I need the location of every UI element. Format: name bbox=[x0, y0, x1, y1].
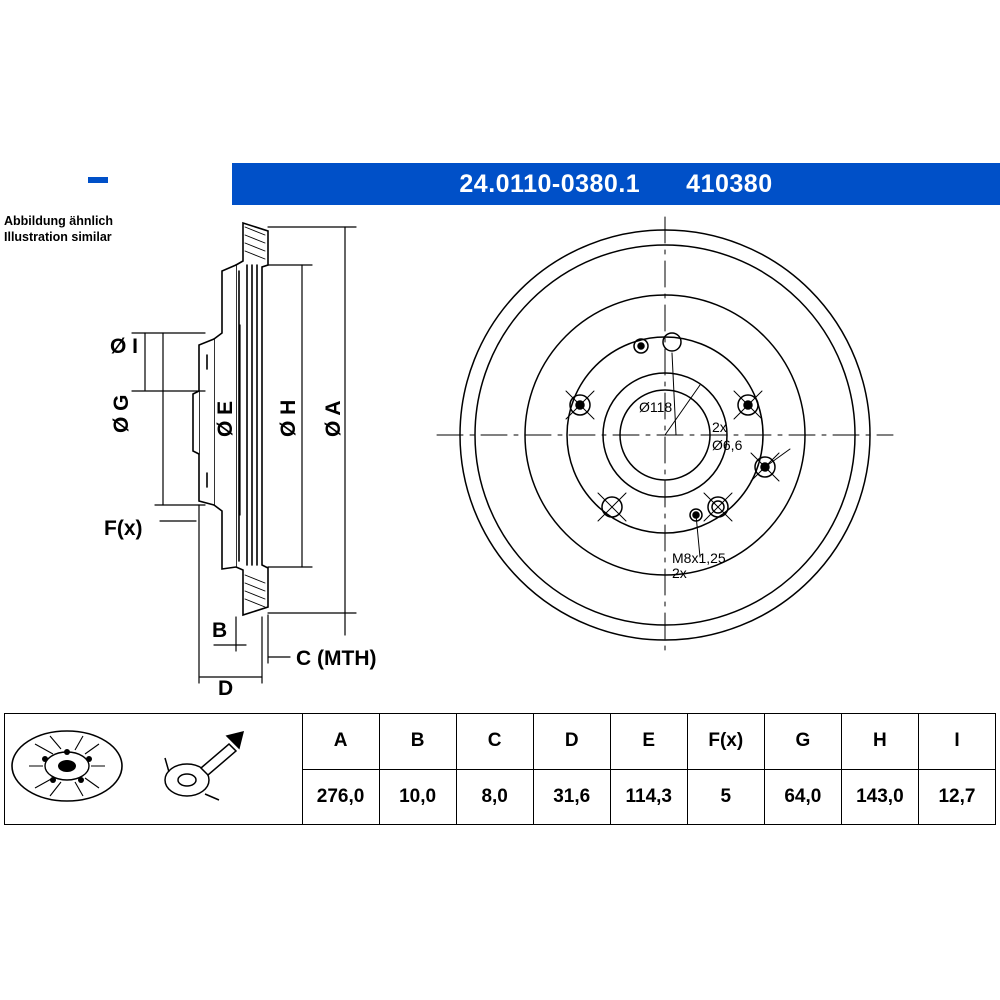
col-header-d: D bbox=[533, 714, 610, 770]
value-c: 8,0 bbox=[456, 769, 533, 825]
value-g: 64,0 bbox=[764, 769, 841, 825]
col-header-h: H bbox=[841, 714, 918, 770]
mounting-tool-icon bbox=[165, 732, 243, 800]
technical-drawing bbox=[0, 205, 1000, 705]
label-hole-dia: Ø6,6 bbox=[712, 437, 743, 453]
value-i: 12,7 bbox=[918, 769, 995, 825]
header-accent-tick bbox=[88, 177, 108, 183]
label-dia-i: Ø I bbox=[110, 335, 139, 358]
part-number: 24.0110-0380.1 bbox=[459, 169, 641, 198]
table-header-row bbox=[5, 714, 996, 770]
label-b: B bbox=[212, 619, 228, 642]
label-dia-e: Ø E bbox=[214, 400, 237, 437]
value-e: 114,3 bbox=[610, 769, 687, 825]
col-header-i: I bbox=[918, 714, 995, 770]
col-header-e: E bbox=[610, 714, 687, 770]
col-header-c: C bbox=[456, 714, 533, 770]
header-bar bbox=[232, 163, 1000, 205]
caption-line-en: Illustration similar bbox=[4, 230, 112, 244]
value-b: 10,0 bbox=[379, 769, 456, 825]
label-c-mth: C (MTH) bbox=[296, 647, 377, 670]
value-h: 143,0 bbox=[841, 769, 918, 825]
value-d: 31,6 bbox=[533, 769, 610, 825]
label-d: D bbox=[218, 677, 234, 700]
label-dia-h: Ø H bbox=[277, 399, 300, 437]
caption-line-de: Abbildung ähnlich bbox=[4, 214, 114, 228]
locator-holes bbox=[634, 333, 681, 353]
value-fx: 5 bbox=[687, 769, 764, 825]
value-a: 276,0 bbox=[302, 769, 379, 825]
brake-disc-icon bbox=[12, 731, 122, 801]
col-header-fx: F(x) bbox=[687, 714, 764, 770]
reference-number: 410380 bbox=[686, 169, 773, 198]
label-dia-g: Ø G bbox=[110, 394, 133, 433]
label-thread-count: 2x bbox=[672, 565, 687, 581]
stud-holes bbox=[566, 391, 779, 521]
icon-group bbox=[5, 714, 255, 824]
label-dia-a: Ø A bbox=[322, 400, 345, 437]
specification-table bbox=[4, 713, 996, 825]
col-header-a: A bbox=[302, 714, 379, 770]
label-fx: F(x) bbox=[104, 517, 143, 540]
col-header-g: G bbox=[764, 714, 841, 770]
label-hole-count: 2x bbox=[712, 419, 727, 435]
icon-cell bbox=[5, 714, 303, 825]
label-pcd: Ø118 bbox=[639, 399, 673, 415]
label-thread: M8x1,25 bbox=[672, 550, 726, 566]
disc-face-view bbox=[437, 217, 893, 653]
col-header-b: B bbox=[379, 714, 456, 770]
